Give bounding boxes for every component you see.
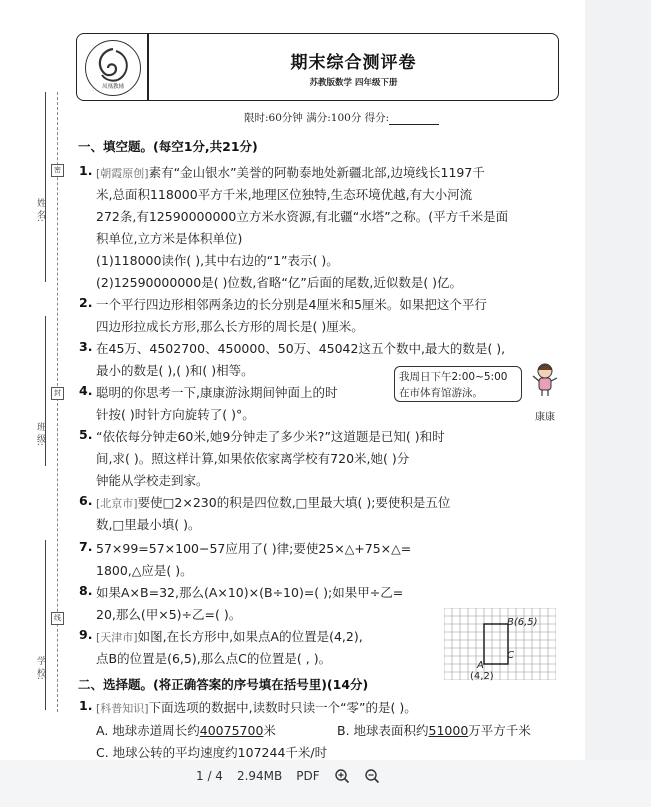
question-line: 在45万、4502700、450000、50万、45042这五个数中,最大的数是( ), (96, 341, 506, 356)
option-a: A. 地球赤道周长约40075700米 (96, 723, 276, 738)
question-line: (1)118000读作( ),其中右边的“1”表示( )。 (96, 253, 339, 268)
question-line: 20,那么(甲×5)÷乙=( )。 (96, 607, 242, 622)
question-number: 3. (79, 339, 93, 354)
seal-mark: 封 (51, 387, 64, 400)
rectangle-shape (484, 624, 508, 664)
file-size: 2.94MB (236, 769, 283, 783)
point-a-label: A (477, 660, 484, 671)
question-line: 最小的数是( ),( )和( )相等。 (96, 363, 254, 378)
question-line: 间,求( )。照这样计算,如果依依家离学校有720米,她( )分 (96, 451, 410, 466)
question-line: 272条,有12590000000立方米水资源,有北疆“水塔”之称。(平方千米是面 (96, 209, 509, 224)
question-line: 聪明的你思考一下,康康游泳期间钟面上的时 (96, 385, 338, 400)
question-line: 如果A×B=32,那么(A×10)×(B÷10)=( );如果甲÷乙= (96, 585, 404, 600)
question-line: “依依每分钟走60米,她9分钟走了多少米?”这道题是已知( )和时 (96, 429, 445, 444)
source-tag: [北京市] (96, 497, 138, 510)
question-line: 1800,△应是( )。 (96, 563, 193, 578)
question-number: 2. (79, 295, 93, 310)
logo-text: 凤凰教辅 (101, 84, 125, 90)
question-line: 如图,在长方形中,如果点A的位置是(4,2), (137, 629, 363, 644)
question-number: 7. (79, 539, 93, 554)
option-c: C. 地球公转的平均速度约107244千米/时 (96, 745, 328, 760)
margin-line (45, 540, 46, 710)
bubble-line: 在市体育馆游泳。 (399, 387, 483, 399)
header-box (76, 33, 559, 101)
girl-illustration-icon (532, 362, 558, 396)
character-name: 康康 (535, 412, 555, 423)
question-line: 57×99=57×100−57应用了( )律;要使25×△+75×△= (96, 541, 412, 556)
option-b: B. 地球表面积约51000万平方千米 (337, 723, 531, 738)
page-title: 期末综合测评卷 (290, 53, 417, 73)
question-line: 针按( )时针方向旋转了( )°。 (96, 407, 255, 422)
question-text (96, 698, 417, 716)
question-line: 素有“金山银水”美誉的阿勒泰地处新疆北部,边境线长1197千 (148, 165, 485, 180)
source-tag: [天津市] (96, 631, 138, 644)
zoom-in-icon[interactable] (334, 768, 350, 784)
question-line: 点B的位置是(6,5),那么点C的位置是( , )。 (96, 651, 332, 666)
point-b-label: B(6,5) (507, 617, 538, 628)
question-line: 钟能从学校走到家。 (96, 473, 209, 488)
source-tag: [朝霞原创] (96, 167, 149, 180)
question-line: (2)12590000000是( )位数,省略“亿”后面的尾数,近似数是( )亿。 (96, 275, 463, 290)
question-text (96, 493, 450, 511)
bubble-line: 我周日下午2:00~5:00 (399, 371, 508, 383)
section-heading: 一、填空题。(每空1分,共21分) (78, 139, 258, 154)
exam-limits (244, 110, 439, 125)
seal-mark: 线 (51, 612, 64, 625)
coordinate-grid (444, 608, 556, 680)
question-number: 1. (79, 698, 93, 713)
seal-mark: 密 (51, 164, 64, 177)
limits-text: 限时:60分钟 满分:100分 得分: (244, 112, 390, 124)
zoom-out-icon[interactable] (364, 768, 380, 784)
question-line: 下面选项的数据中,读数时只读一个“零”的是( )。 (148, 700, 417, 715)
point-a-coord: (4,2) (470, 671, 494, 682)
school-label: 学 校: (35, 656, 45, 680)
question-line: 要使□2×230的积是四位数,□里最大填( );要使积是五位 (137, 495, 451, 510)
file-type: PDF (296, 769, 320, 783)
question-number: 1. (79, 163, 93, 178)
grid-lines (444, 608, 556, 680)
page-indicator[interactable]: 1 / 4 (196, 769, 223, 783)
publisher-logo (85, 40, 141, 96)
question-line: 四边形拉成长方形,那么长方形的周长是( )厘米。 (96, 319, 364, 334)
score-blank (389, 114, 439, 125)
question-line: 米,总面积118000平方千米,地理区位独特,生态环境优越,有大小河流 (96, 187, 473, 202)
margin-line (45, 92, 46, 282)
page-subtitle: 苏教版数学 四年级下册 (309, 78, 398, 88)
viewer-toolbar (196, 764, 380, 788)
question-number: 4. (79, 383, 93, 398)
question-line: 一个平行四边形相邻两条边的长分别是4厘米和5厘米。如果把这个平行 (96, 297, 487, 312)
question-number: 5. (79, 427, 93, 442)
question-text (96, 163, 485, 181)
question-number: 8. (79, 583, 93, 598)
question-line: 积单位,立方米是体积单位) (96, 231, 243, 246)
question-line: 数,□里最小填( )。 (96, 517, 201, 532)
section-heading: 二、选择题。(将正确答案的序号填在括号里)(14分) (78, 677, 369, 692)
speech-bubble (394, 366, 522, 402)
question-text (96, 627, 363, 645)
point-c-label: C (507, 650, 514, 661)
name-label: 姓 名: (35, 198, 45, 222)
question-number: 9. (79, 627, 93, 642)
source-tag: [科普知识] (96, 702, 149, 715)
question-number: 6. (79, 493, 93, 508)
class-label: 班 级: (35, 422, 45, 446)
side-panel (585, 0, 651, 760)
